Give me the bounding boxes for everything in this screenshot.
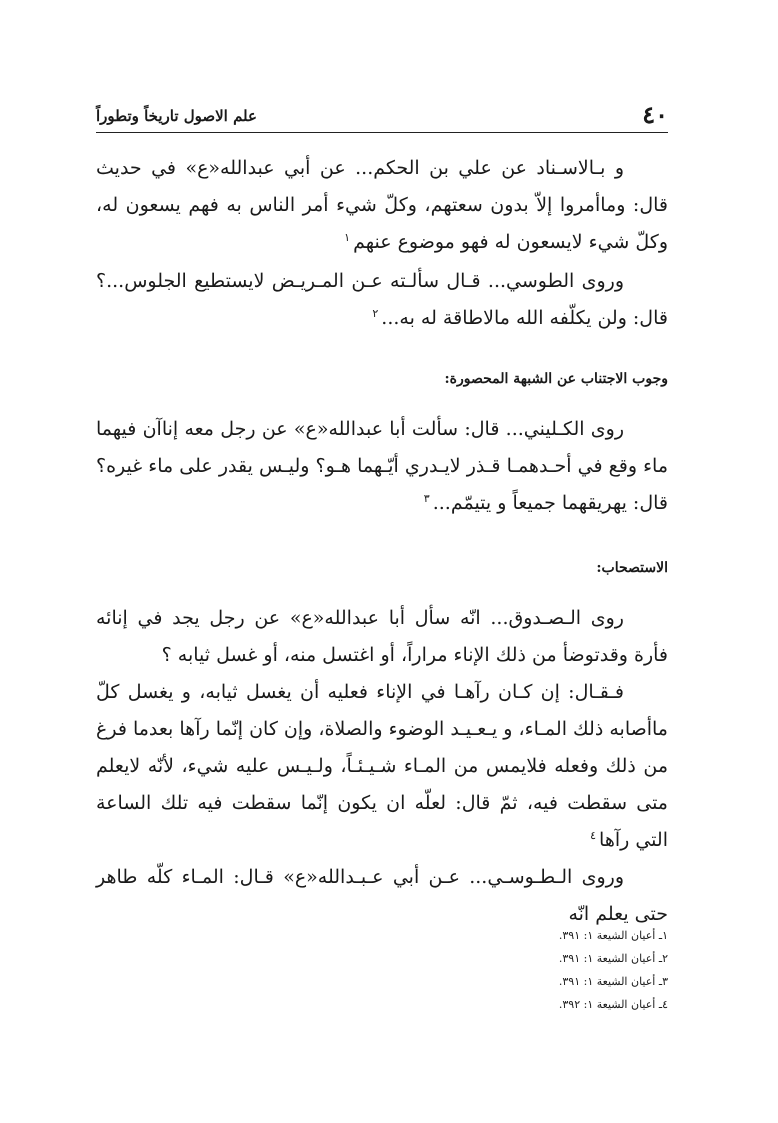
footnote: ١ـ أعيان الشيعة ١: ٣٩١. xyxy=(558,929,668,942)
paragraph: روى الـصـدوق... انّه سأل أبا عبدالله«ع» عن رجل يجد في إنائه فأرة وقدتوضأ من ذلك الإناء مراراً، أو اغتسل منه، أو غسل ثيابه ؟ xyxy=(96,607,668,666)
footnote-marker: ١ xyxy=(344,230,351,244)
paragraph: فـقـال: إن كـان رآهـا في الإناء فعليه أن يغسل ثيابه، و يغسل كلّ ماأصابه ذلك المـاء، و يـعـيـد الوضوء والصلاة، وإن كان إنّما رآها بعدما فرغ من ذلك وفعله فلايمس من المـاء شـيـئـاً، ولـيـس عليه شيء، لأنّه لايعلم متى سقطت فيه، ثمّ قال: لعلّه ان يكون إنّما سقطت فيه تلك الساعة التي رآها$^٤$ xyxy=(96,681,668,851)
footnote-marker: ٤ xyxy=(590,828,597,842)
paragraph: و بـالاسـناد عن علي بن الحكم... عن أبي عبدالله«ع» في حديث قال: وماأمروا إلاّ بدون سعتهم، وكلّ شيء أمر الناس به فهم يسعون له، وكلّ شيء لايسعون له فهو موضوع عنهم$^١$ xyxy=(96,157,668,253)
page-header xyxy=(96,100,668,133)
footnote-marker: ٢ xyxy=(372,306,379,320)
section-heading: الاستصحاب: xyxy=(596,560,668,576)
section-2-text xyxy=(96,411,668,522)
footnotes xyxy=(408,924,668,1016)
footnote-marker: ٣ xyxy=(423,491,430,505)
section-heading: وجوب الاجتناب عن الشبهة المحصورة: xyxy=(444,371,668,387)
footnote: ٣ـ أعيان الشيعة ١: ٣٩١. xyxy=(558,975,668,988)
paragraph: وروى الـطـوسـي... عـن أبي عـبـدالله«ع» قـال: المـاء كلّه طاهر حتى يعلم انّه xyxy=(96,866,668,925)
section-3-text xyxy=(96,600,668,933)
paragraph: روى الكـليني... قال: سألت أبا عبدالله«ع» عن رجل معه إناآن فيهما ماء وقع في أحـدهمـا قـذر لايـدري أيّـهما هـو؟ وليـس يقدر على ماء غيره؟ قال: يهريقهما جميعاً و يتيمّم...$^٣$ xyxy=(96,418,668,514)
page-number: ٤٠ xyxy=(642,100,668,129)
section-1-text xyxy=(96,150,668,337)
footnote: ٢ـ أعيان الشيعة ١: ٣٩١. xyxy=(558,952,668,965)
paragraph: وروى الطوسي... قـال سألـته عـن المـريـض لايستطيع الجلوس...؟ قال: ولن يكلّفه الله مالاطاقة له به...$^٢$ xyxy=(96,270,668,329)
running-title: علم الاصول تاريخاً وتطوراً xyxy=(96,107,257,125)
footnote: ٤ـ أعيان الشيعة ١: ٣٩٢. xyxy=(558,998,668,1011)
